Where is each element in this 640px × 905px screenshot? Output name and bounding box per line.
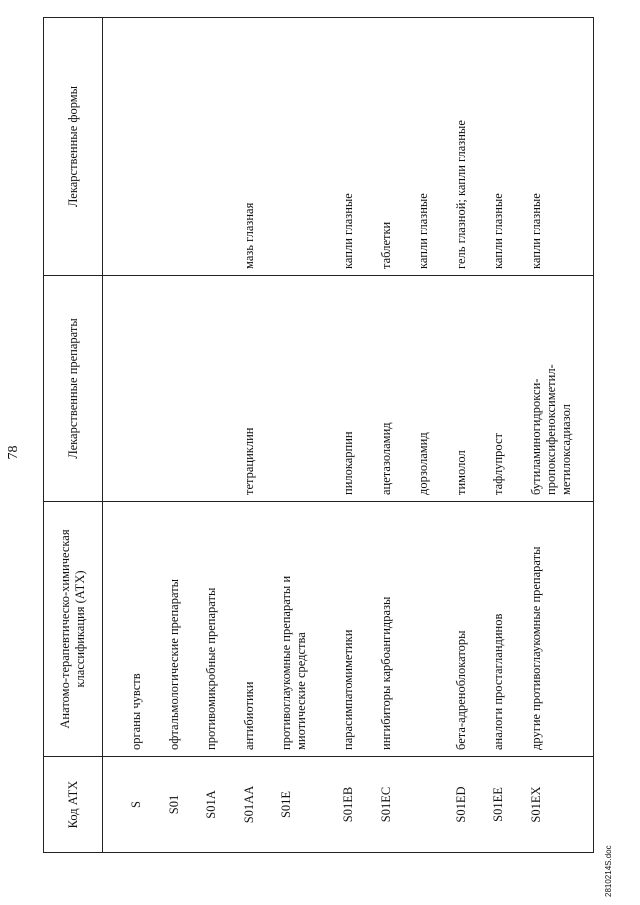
table-row	[450, 18, 488, 853]
cell-code: S01E	[275, 757, 337, 853]
cell-drug: тафлупрост	[487, 276, 525, 502]
table-row	[337, 18, 375, 853]
cell-classification: противоглаукомные препараты и миотические средства	[275, 502, 337, 757]
cell-form	[200, 18, 238, 276]
cell-form: таблетки	[375, 18, 413, 276]
cell-code	[412, 757, 450, 853]
footer-filename: 2810214S.doc	[604, 845, 613, 897]
cell-form: гель глазной; капли глазные	[450, 18, 488, 276]
cell-drug	[275, 276, 337, 502]
cell-code: S01	[163, 757, 201, 853]
cell-classification: аналоги простагландинов	[487, 502, 525, 757]
cell-drug	[200, 276, 238, 502]
cell-code: S01ED	[450, 757, 488, 853]
cell-form	[125, 18, 163, 276]
cell-form	[275, 18, 337, 276]
cell-form: капли глазные	[337, 18, 375, 276]
cell-classification: ингибиторы карбоангидразы	[375, 502, 413, 757]
cell-classification	[412, 502, 450, 757]
cell-code: S01EC	[375, 757, 413, 853]
cell-form: капли глазные	[487, 18, 525, 276]
header-forms: Лекарственные формы	[44, 18, 103, 276]
cell-drug: ацетазоламид	[375, 276, 413, 502]
header-classification: Анатомо-терапевтическо-химическая классификация (АТХ)	[44, 502, 103, 757]
cell-drug: пилокарпин	[337, 276, 375, 502]
cell-drug	[125, 276, 163, 502]
cell-form: капли глазные	[525, 18, 594, 276]
atc-table	[43, 17, 594, 853]
cell-classification: другие противоглаукомные препараты	[525, 502, 594, 757]
table-row	[412, 18, 450, 853]
cell-drug: бутиламиногидрокси-пропоксифеноксиметил-метилоксадиазол	[525, 276, 594, 502]
cell-classification: бета-адреноблокаторы	[450, 502, 488, 757]
cell-form: капли глазные	[412, 18, 450, 276]
cell-drug: дорзоламид	[412, 276, 450, 502]
table-row	[487, 18, 525, 853]
header-code: Код АТХ	[44, 757, 103, 853]
cell-classification: противомикробные препараты	[200, 502, 238, 757]
cell-classification: офтальмологические препараты	[163, 502, 201, 757]
table-spacer-row	[103, 18, 126, 853]
cell-classification: антибиотики	[238, 502, 276, 757]
header-drugs: Лекарственные препараты	[44, 276, 103, 502]
cell-classification: органы чувств	[125, 502, 163, 757]
cell-drug: тимолол	[450, 276, 488, 502]
cell-form: мазь глазная	[238, 18, 276, 276]
table-row	[200, 18, 238, 853]
cell-code: S01EB	[337, 757, 375, 853]
cell-code: S01EX	[525, 757, 594, 853]
cell-code: S01AA	[238, 757, 276, 853]
page-number: 78	[6, 445, 21, 460]
table-row	[275, 18, 337, 853]
cell-code: S	[125, 757, 163, 853]
table-row	[125, 18, 163, 853]
table-row	[375, 18, 413, 853]
table-header-row	[44, 18, 103, 853]
cell-form	[163, 18, 201, 276]
cell-drug: тетрациклин	[238, 276, 276, 502]
table-row	[238, 18, 276, 853]
table-row	[163, 18, 201, 853]
cell-drug	[163, 276, 201, 502]
table-row	[525, 18, 594, 853]
cell-code: S01EE	[487, 757, 525, 853]
cell-code: S01A	[200, 757, 238, 853]
cell-classification: парасимпатомиметики	[337, 502, 375, 757]
